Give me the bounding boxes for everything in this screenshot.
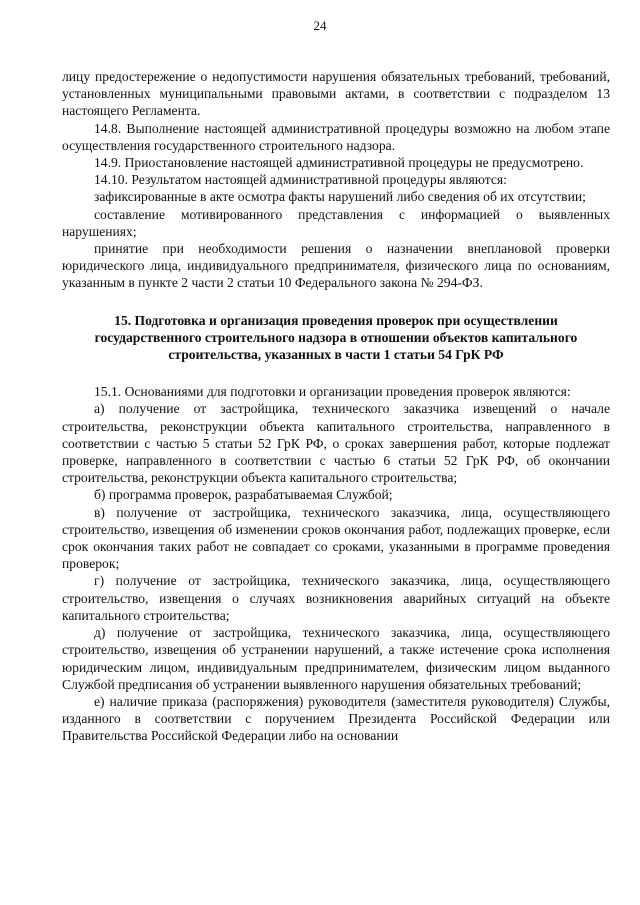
paragraph: е) наличие приказа (распоряжения) руководителя (заместителя руководителя) Службы, изданного в соответствии с поручением Президента Российской Федерации или Правительства Российской Федерации либо на основании	[62, 693, 610, 744]
section-heading: 15. Подготовка и организация проведения проверок при осуществлении государственного строительного надзора в отношении объектов капитального строительства, указанных в части 1 статьи 54 ГрК РФ	[94, 312, 578, 363]
page-number: 24	[313, 18, 327, 33]
section-14-text	[62, 68, 610, 292]
paragraph: зафиксированные в акте осмотра факты нарушений либо сведения об их отсутствии;	[94, 189, 586, 205]
paragraph: составление мотивированного представления с информацией о выявленных нарушениях;	[62, 206, 610, 239]
paragraph: в) получение от застройщика, технического заказчика, лица, осуществляющего строительство, извещения об изменении сроков окончания работ, подлежащих проверке, если срок окончания таких работ не совпадает со сроками, указанными в программе проведения проверок;	[62, 504, 610, 572]
paragraph: 15.1. Основаниями для подготовки и организации проведения проверок являются:	[94, 384, 571, 400]
paragraph: принятие при необходимости решения о назначении внеплановой проверки юридического лица, индивидуального предпринимателя, физического лица по основаниям, указанным в пункте 2 части 2 статьи 10 Федерального закона № 294-ФЗ.	[62, 241, 610, 291]
paragraph: г) получение от застройщика, технического заказчика, лица, осуществляющего строительство, извещения о случаях возникновения аварийных ситуаций на объекте капитального строительства;	[62, 573, 610, 623]
paragraph: лицу предостережение о недопустимости нарушения обязательных требований, требований, установленных муниципальными правовыми актами, в соответствии с подразделом 13 настоящего Регламента.	[62, 69, 610, 119]
paragraph: д) получение от застройщика, технического заказчика, лица, осуществляющего строительство, извещения об устранении нарушений, а также истечение срока исполнения юридическим лицом, индивидуальным предпринимателем, физическим лицом выданного Службой предписания об устранении выявленного нарушения обязательных требований;	[62, 625, 610, 692]
document-body	[62, 68, 610, 745]
paragraph: 14.9. Приостановление настоящей административной процедуры не предусмотрено.	[94, 155, 584, 171]
paragraph: а) получение от застройщика, технического заказчика извещений о начале строительства, реконструкции объекта капитального строительства, направленного в соответствии с частью 5 статьи 52 ГрК РФ, о сроках завершения работ, которые подлежат проверке, направленного в соответствии с частью 6 статьи 52 ГрК РФ, об окончании строительства, реконструкции объекта капитального строительства;	[62, 401, 610, 486]
paragraph: 14.10. Результатом настоящей административной процедуры являются:	[94, 172, 507, 188]
paragraph: б) программа проверок, разрабатываемая Службой;	[94, 487, 393, 503]
paragraph: 14.8. Выполнение настоящей административной процедуры возможно на любом этапе осуществления государственного строительного надзора.	[62, 120, 610, 153]
section-15-text	[62, 383, 610, 744]
